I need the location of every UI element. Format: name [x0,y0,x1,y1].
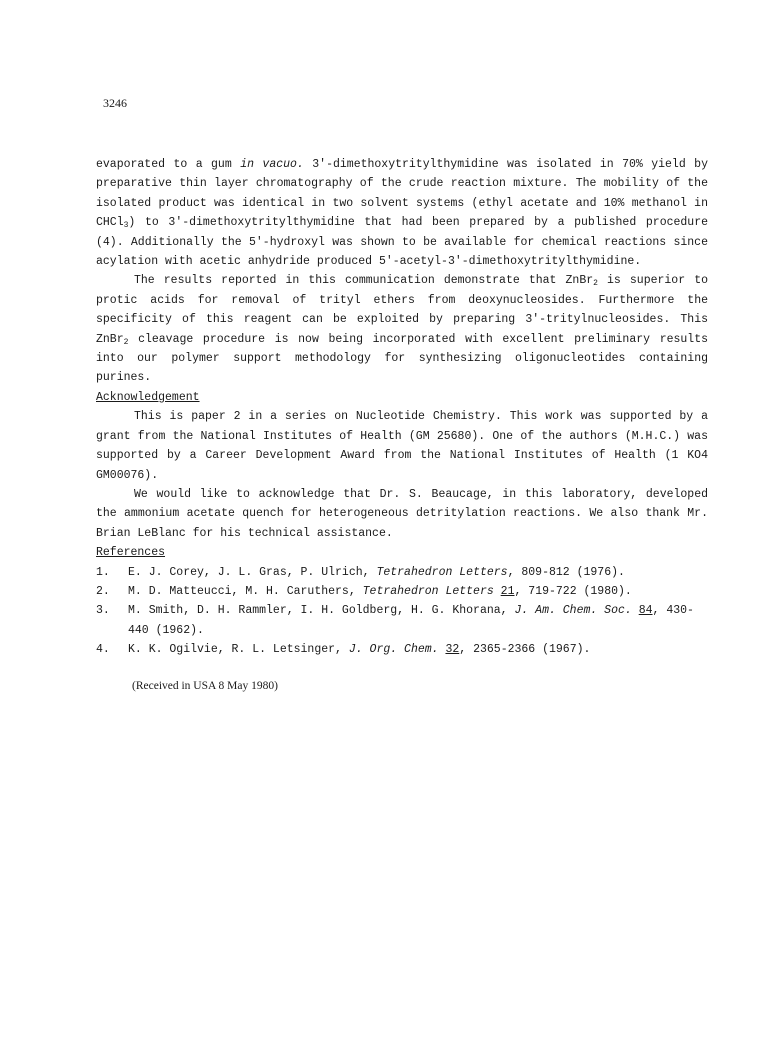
references-list [96,563,708,660]
italic-phrase: in vacuo. [240,158,304,171]
received-date: (Received in USA 8 May 1980) [132,679,278,692]
acknowledgement-heading: Acknowledgement [96,390,200,404]
reference-item: 1. E. J. Corey, J. L. Gras, P. Ulrich, Tetrahedron Letters, 809-812 (1976). [96,565,625,579]
acknowledgement-paragraph-2: We would like to acknowledge that Dr. S. Beaucage, in this laboratory, developed the ammonium acetate quench for heterogeneous detritylation reactions. We also thank Mr. Brian LeBlanc for his technical assistance. [96,487,708,540]
reference-item: 2. M. D. Matteucci, M. H. Caruthers, Tetrahedron Letters 21, 719-722 (1980). [96,584,632,598]
paragraph-conclusion: The results reported in this communication demonstrate that ZnBr$_2$ is superior to protic acids for removal of trityl ethers from deoxynucleosides. Furthermore the specificity of this reagent can be exploited by preparing 3'-tritylnucleosides. This ZnBr$_2$ cleavage procedure is now being incorporated with excellent preliminary results into our polymer support methodology for synthesizing oligonucleotides containing purines. [96,274,708,385]
body-text [96,155,708,696]
paragraph-results: evaporated to a gum in vacuo. 3'-dimethoxytritylthymidine was isolated in 70% yield by preparative thin layer chromatography of the crude reaction mixture. The mobility of the isolated product was identical in two solvent systems (ethyl acetate and 10% methanol in CHCl$_3$) to 3'-dimethoxytritylthymidine that had been prepared by a published procedure (4). Additionally the 5'-hydroxyl was shown to be available for chemical reactions since acylation with acetic anhydride produced 5'-acetyl-3'-dimethoxytritylthymidine. [96,158,708,269]
reference-item: 3. M. Smith, D. H. Rammler, I. H. Goldberg, H. G. Khorana, J. Am. Chem. Soc. 84, 430-440 (1962). [96,604,694,637]
page-number: 3246 [103,96,127,110]
reference-item: 4. K. K. Ogilvie, R. L. Letsinger, J. Org. Chem. 32, 2365-2366 (1967). [96,643,591,657]
acknowledgement-paragraph-1: This is paper 2 in a series on Nucleotide Chemistry. This work was supported by a grant from the National Institutes of Health (GM 25680). One of the authors (M.H.C.) was supported by a Career Development Award from the National Institutes of Health (1 KO4 GM00076). [96,410,708,482]
references-heading: References [96,546,166,560]
